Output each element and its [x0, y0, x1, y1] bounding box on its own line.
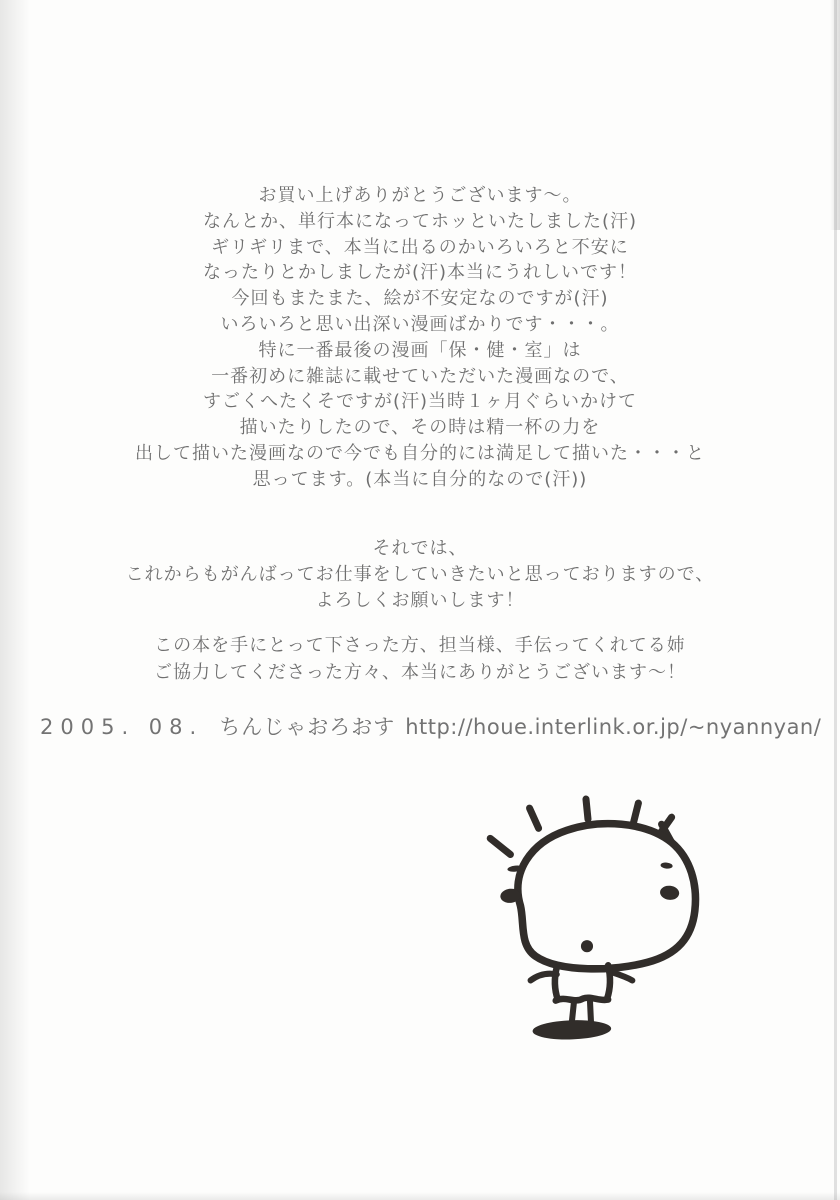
- afterword-line: いろいろと思い出深い漫画ばかりです・・・。: [220, 313, 620, 335]
- afterword-line: 特に一番最後の漫画「保・健・室」は: [258, 339, 582, 361]
- afterword-line: 思ってます。(本当に自分的なので(汗)): [252, 468, 588, 490]
- afterword-line: ご協力してくださった方々、本当にありがとうございます～！: [154, 662, 686, 683]
- afterword-line: これからもがんばってお仕事をしていきたいと思っておりますので、: [125, 564, 715, 585]
- afterword-line: ギリギリまで、本当に出るのかいろいろと不安に: [211, 236, 629, 258]
- credit-website-url: http://houe.interlink.or.jp/~nyannyan/: [405, 715, 822, 739]
- afterword-line: すごくへたくそですが(汗)当時１ヶ月ぐらいかけて: [202, 391, 638, 413]
- afterword-line: お買い上げありがとうございます～。: [258, 185, 582, 206]
- scan-edge-right: [834, 0, 837, 1200]
- credit-line: [40, 711, 822, 741]
- afterword-paragraph-closing: [70, 536, 770, 614]
- afterword-line: それでは、: [372, 538, 468, 559]
- afterword-line: 一番初めに雑誌に載せていただいた漫画なので、: [211, 365, 629, 387]
- afterword-line: 出して描いた漫画なので今でも自分的には満足して描いた・・・と: [135, 442, 705, 464]
- credit-circle-name: ちんじゃおろおす: [219, 715, 396, 739]
- scan-edge-bottom: [0, 1192, 840, 1200]
- doodle-arms: [531, 971, 633, 980]
- mascot-doodle: [458, 790, 720, 1052]
- afterword-line: なったりとかしましたが(汗)本当にうれしいです！: [202, 262, 638, 284]
- afterword-line: 今回もまたまた、絵が不安定なのですが(汗): [231, 288, 609, 310]
- scan-edge-left: [0, 0, 30, 1200]
- scan-smudge-top-right: [830, 0, 840, 230]
- afterword-paragraph-thanks: [70, 632, 770, 686]
- afterword-line: 描いたりしたので、その時は精一杯の力を: [239, 417, 601, 439]
- doodle-shadow: [532, 1019, 611, 1041]
- doodle-legs: [572, 1002, 591, 1023]
- afterword-paragraph-main: [70, 183, 770, 493]
- afterword-line: この本を手にとって下さった方、担当様、手伝ってくれてる姉: [154, 635, 686, 656]
- afterword-line: なんとか、単行本になってホッといたしました(汗): [202, 210, 638, 232]
- credit-date: 2005. 08.: [40, 715, 204, 739]
- afterword-line: よろしくお願いします！: [315, 590, 525, 611]
